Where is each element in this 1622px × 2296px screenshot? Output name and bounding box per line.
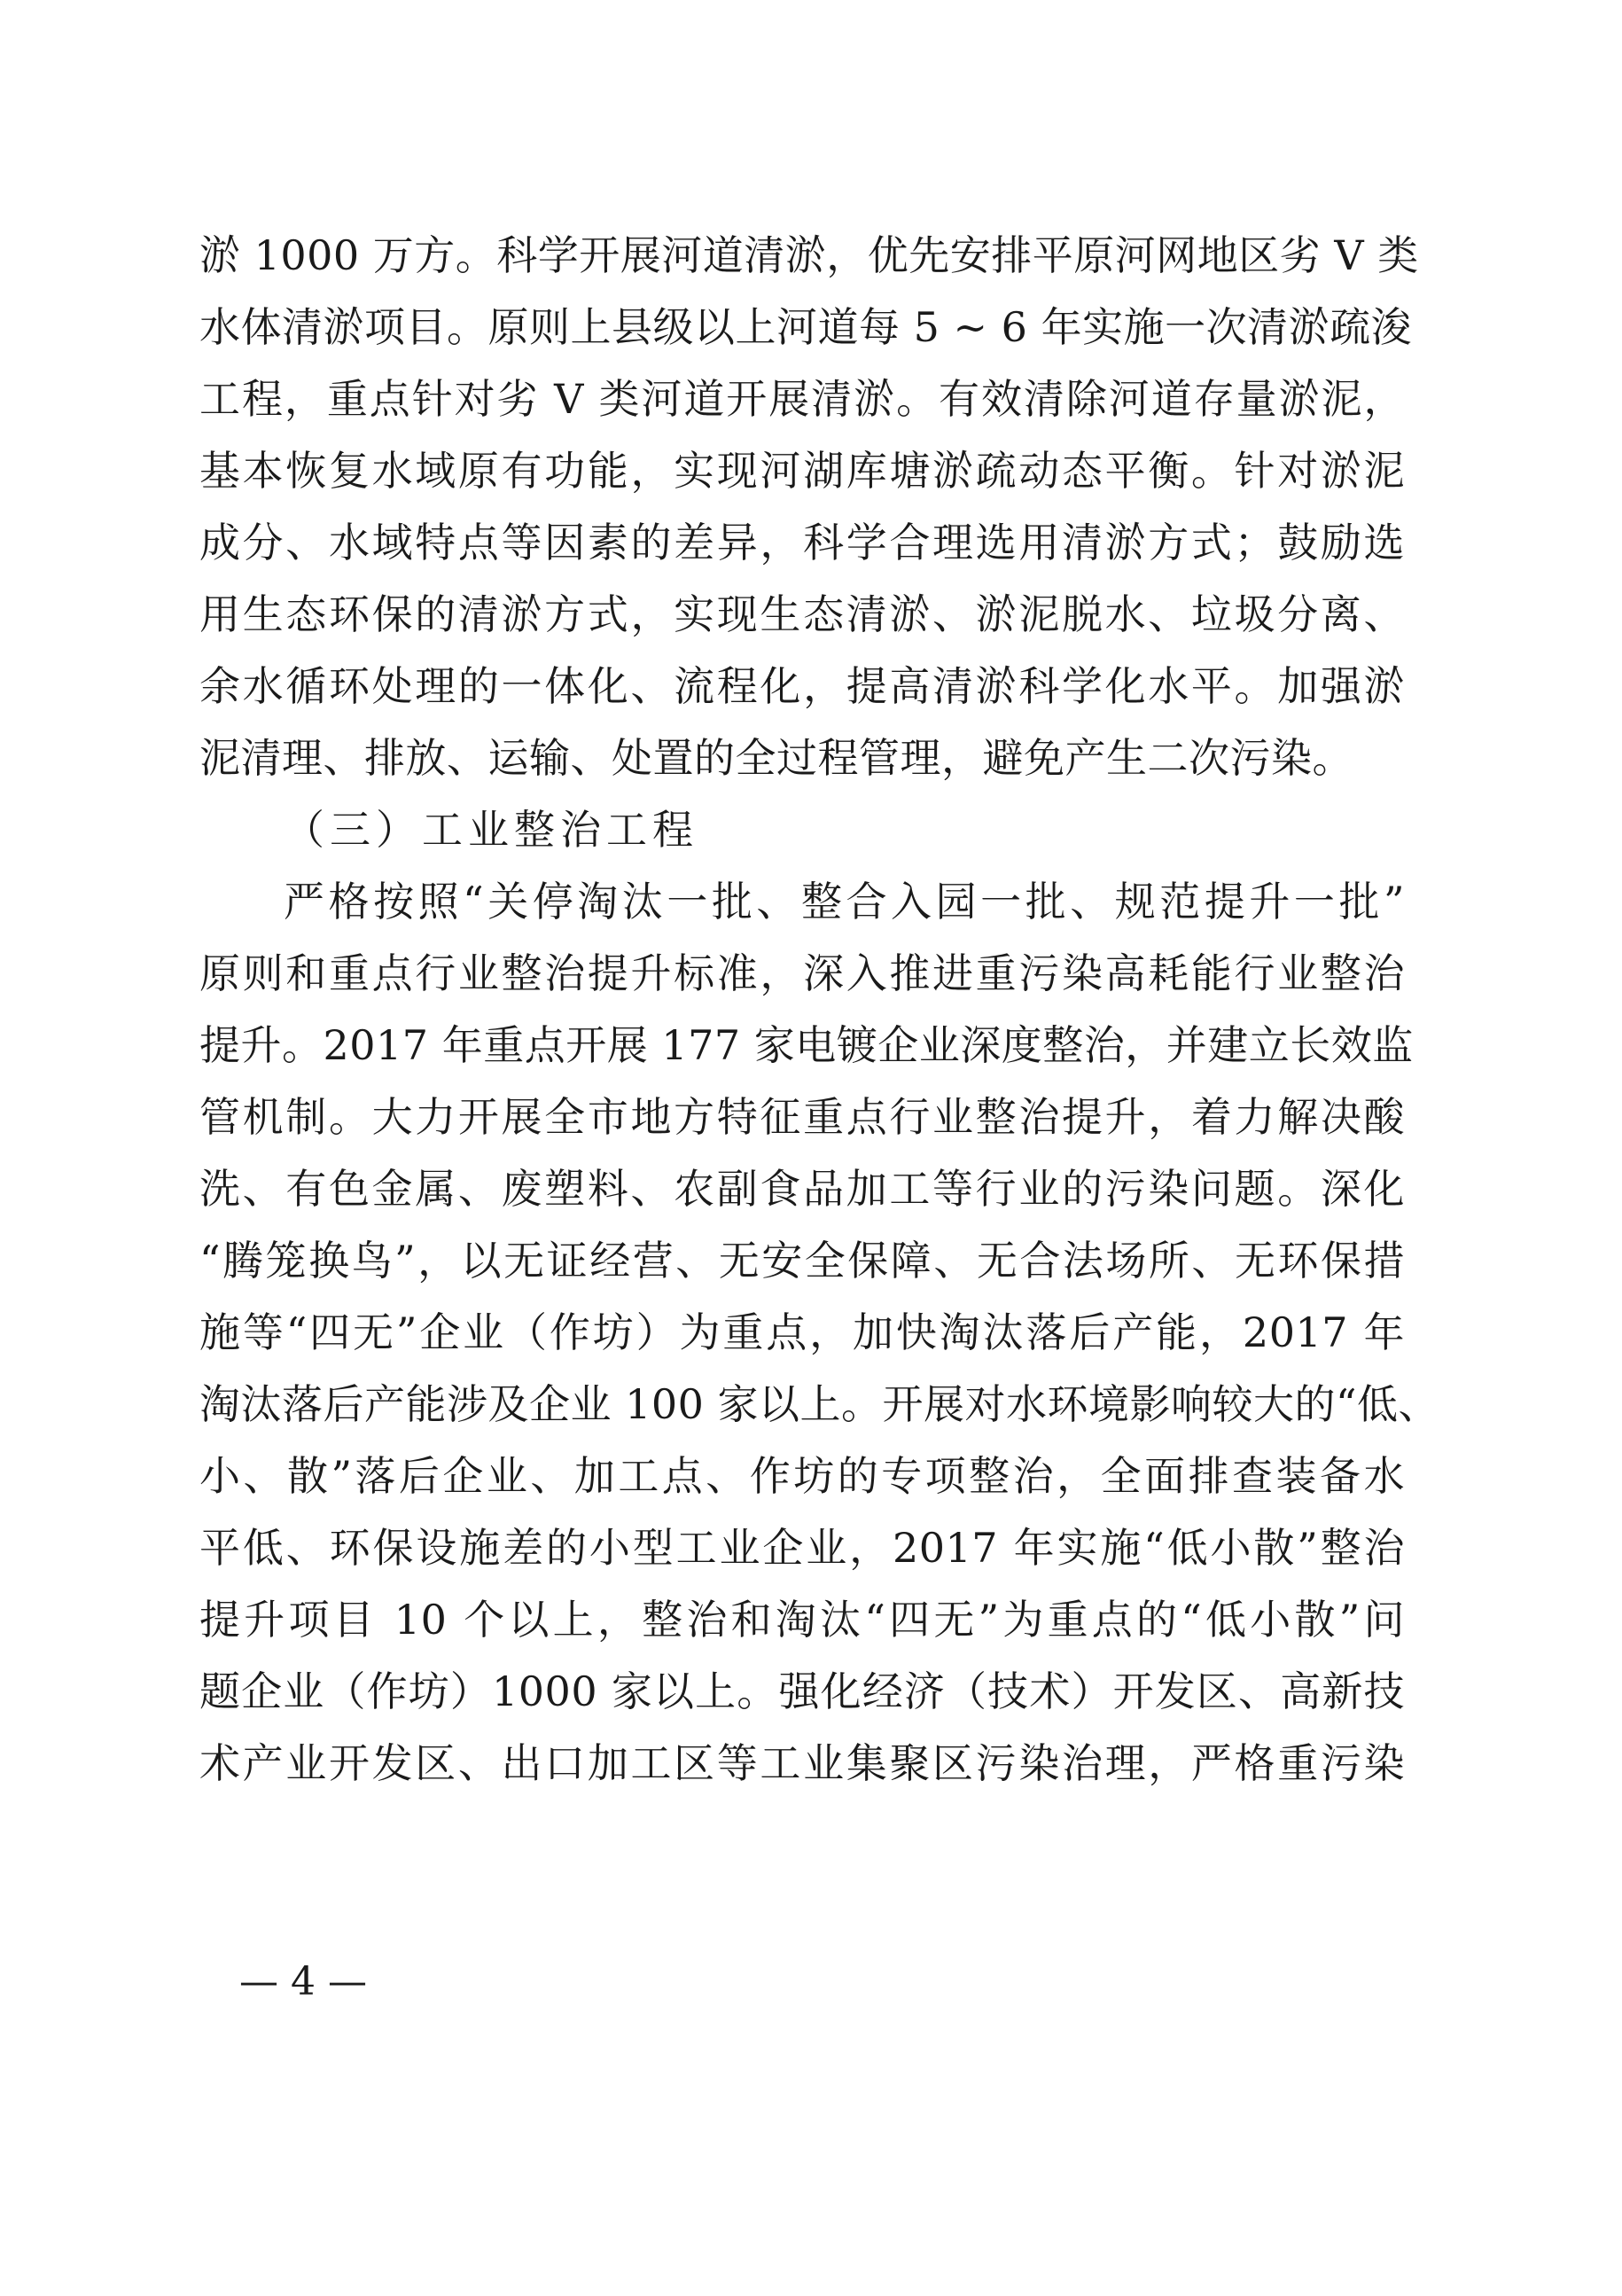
body-line-16: 淘汰落后产能涉及企业 100 家以上。开展对水环境影响较大的“低、	[199, 1380, 1440, 1428]
body-line-5: 成分、水域特点等因素的差异，科学合理选用清淤方式；鼓励选	[199, 519, 1405, 566]
body-line-12: 管机制。大力开展全市地方特征重点行业整治提升，着力解决酸	[199, 1093, 1405, 1141]
section-heading: （三）工业整治工程	[284, 806, 698, 854]
body-line-1: 淤 1000 万方。科学开展河道清淤，优先安排平原河网地区劣 V 类	[199, 231, 1419, 279]
body-line-11: 提升。2017 年重点开展 177 家电镀企业深度整治，并建立长效监	[199, 1021, 1414, 1069]
body-line-6: 用生态环保的清淤方式，实现生态清淤、淤泥脱水、垃圾分离、	[199, 590, 1405, 638]
body-line-17: 小、散”落后企业、加工点、作坊的专项整治，全面排查装备水	[199, 1452, 1405, 1500]
page-number: — 4 —	[239, 1959, 367, 2004]
body-line-4: 基本恢复水域原有功能，实现河湖库塘淤疏动态平衡。针对淤泥	[199, 447, 1405, 495]
body-line-13: 洗、有色金属、废塑料、农副食品加工等行业的污染问题。深化	[199, 1165, 1405, 1213]
body-line-10: 原则和重点行业整治提升标准，深入推进重污染高耗能行业整治	[199, 949, 1405, 997]
body-line-3: 工程，重点针对劣 V 类河道开展清淤。有效清除河道存量淤泥，	[199, 375, 1405, 423]
body-line-20: 题企业（作坊）1000 家以上。强化经济（技术）开发区、高新技	[199, 1667, 1405, 1715]
body-line-7: 余水循环处理的一体化、流程化，提高清淤科学化水平。加强淤	[199, 662, 1405, 710]
body-line-9: 严格按照“关停淘汰一批、整合入园一批、规范提升一批”	[284, 878, 1405, 925]
body-line-2: 水体清淤项目。原则上县级以上河道每 5 ~ 6 年实施一次清淤疏浚	[199, 303, 1413, 351]
body-line-18: 平低、环保设施差的小型工业企业，2017 年实施“低小散”整治	[199, 1524, 1405, 1572]
body-line-21: 术产业开发区、出口加工区等工业集聚区污染治理，严格重污染	[199, 1739, 1405, 1787]
body-line-19: 提升项目 10 个以上，整治和淘汰“四无”为重点的“低小散”问	[199, 1596, 1406, 1644]
body-line-14: “腾笼换鸟”，以无证经营、无安全保障、无合法场所、无环保措	[199, 1237, 1405, 1285]
body-line-8: 泥清理、排放、运输、处置的全过程管理，避免产生二次污染。	[199, 734, 1353, 782]
body-line-15: 施等“四无”企业（作坊）为重点，加快淘汰落后产能，2017 年	[199, 1308, 1405, 1356]
